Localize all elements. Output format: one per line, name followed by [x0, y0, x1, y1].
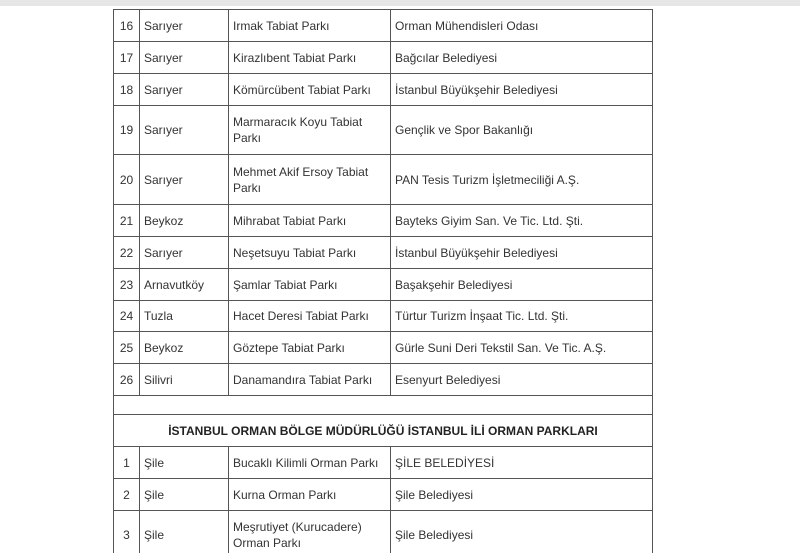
operator-cell: Bağcılar Belediyesi — [391, 42, 653, 74]
district-cell: Şile — [140, 511, 229, 553]
district-cell: Şile — [140, 447, 229, 479]
district-cell: Sarıyer — [140, 74, 229, 106]
row-number: 18 — [114, 74, 140, 106]
table-row — [114, 42, 653, 74]
operator-cell: Şile Belediyesi — [391, 479, 653, 511]
table-row — [114, 237, 653, 269]
park-name-cell: Mehmet Akif Ersoy Tabiat Parkı — [229, 155, 391, 205]
table-row — [114, 301, 653, 332]
section-heading-row — [114, 415, 653, 447]
table-row — [114, 364, 653, 396]
operator-cell: Bayteks Giyim San. Ve Tic. Ltd. Şti. — [391, 205, 653, 237]
operator-cell: Orman Mühendisleri Odası — [391, 10, 653, 42]
operator-cell: Gürle Suni Deri Tekstil San. Ve Tic. A.Ş. — [391, 332, 653, 364]
district-cell: Sarıyer — [140, 237, 229, 269]
row-number: 1 — [114, 447, 140, 479]
row-number: 22 — [114, 237, 140, 269]
park-name-cell: Meşrutiyet (Kurucadere) Orman Parkı — [229, 511, 391, 553]
table-row — [114, 269, 653, 301]
spacer-cell — [114, 396, 653, 415]
district-cell: Sarıyer — [140, 10, 229, 42]
operator-cell: İstanbul Büyükşehir Belediyesi — [391, 237, 653, 269]
district-cell: Silivri — [140, 364, 229, 396]
operator-cell: Başakşehir Belediyesi — [391, 269, 653, 301]
row-number: 24 — [114, 301, 140, 332]
table-row — [114, 155, 653, 205]
parks-table — [113, 9, 653, 553]
table-row — [114, 479, 653, 511]
table-row — [114, 10, 653, 42]
park-name-cell: Göztepe Tabiat Parkı — [229, 332, 391, 364]
park-name-cell: Şamlar Tabiat Parkı — [229, 269, 391, 301]
district-cell: Sarıyer — [140, 155, 229, 205]
row-number: 26 — [114, 364, 140, 396]
document-sheet — [113, 0, 653, 553]
park-name-cell: Marmaracık Koyu Tabiat Parkı — [229, 106, 391, 155]
park-name-cell: Mihrabat Tabiat Parkı — [229, 205, 391, 237]
table-row — [114, 447, 653, 479]
district-cell: Şile — [140, 479, 229, 511]
district-cell: Tuzla — [140, 301, 229, 332]
row-number: 21 — [114, 205, 140, 237]
park-name-cell: Neşetsuyu Tabiat Parkı — [229, 237, 391, 269]
section-heading: İSTANBUL ORMAN BÖLGE MÜDÜRLÜĞÜ İSTANBUL İLİ ORMAN PARKLARI — [114, 415, 653, 447]
table-row — [114, 74, 653, 106]
row-number: 2 — [114, 479, 140, 511]
row-number: 19 — [114, 106, 140, 155]
park-name-cell: Hacet Deresi Tabiat Parkı — [229, 301, 391, 332]
park-name-cell: Kömürcübent Tabiat Parkı — [229, 74, 391, 106]
district-cell: Sarıyer — [140, 42, 229, 74]
operator-cell: Esenyurt Belediyesi — [391, 364, 653, 396]
row-number: 17 — [114, 42, 140, 74]
row-number: 20 — [114, 155, 140, 205]
park-name-cell: Danamandıra Tabiat Parkı — [229, 364, 391, 396]
row-number: 16 — [114, 10, 140, 42]
spacer-row — [114, 396, 653, 415]
table-row — [114, 511, 653, 553]
operator-cell: PAN Tesis Turizm İşletmeciliği A.Ş. — [391, 155, 653, 205]
table-row — [114, 205, 653, 237]
row-number: 25 — [114, 332, 140, 364]
row-number: 23 — [114, 269, 140, 301]
operator-cell: İstanbul Büyükşehir Belediyesi — [391, 74, 653, 106]
row-number: 3 — [114, 511, 140, 553]
operator-cell: Türtur Turizm İnşaat Tic. Ltd. Şti. — [391, 301, 653, 332]
park-name-cell: Kirazlıbent Tabiat Parkı — [229, 42, 391, 74]
district-cell: Beykoz — [140, 205, 229, 237]
table-row — [114, 332, 653, 364]
table-row — [114, 106, 653, 155]
operator-cell: Şile Belediyesi — [391, 511, 653, 553]
district-cell: Arnavutköy — [140, 269, 229, 301]
park-name-cell: Bucaklı Kilimli Orman Parkı — [229, 447, 391, 479]
district-cell: Beykoz — [140, 332, 229, 364]
operator-cell: ŞİLE BELEDİYESİ — [391, 447, 653, 479]
park-name-cell: Irmak Tabiat Parkı — [229, 10, 391, 42]
park-name-cell: Kurna Orman Parkı — [229, 479, 391, 511]
operator-cell: Gençlik ve Spor Bakanlığı — [391, 106, 653, 155]
district-cell: Sarıyer — [140, 106, 229, 155]
